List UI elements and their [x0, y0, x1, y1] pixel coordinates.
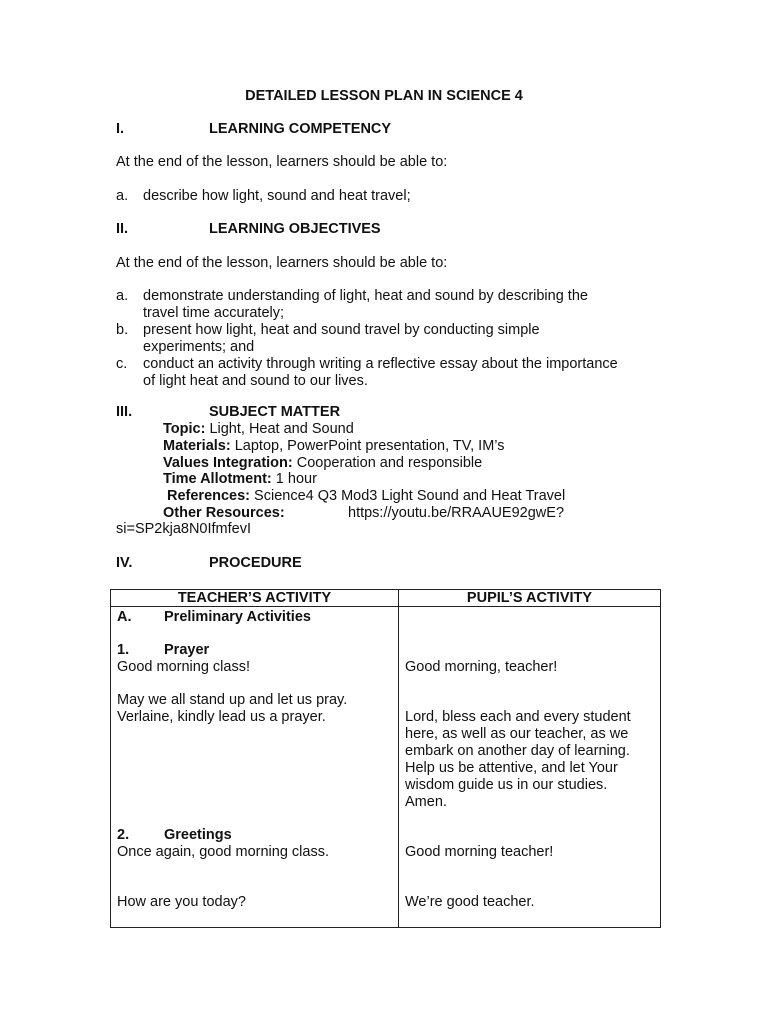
greetings-number: 2. [117, 827, 130, 843]
pupil-prayer-line: embark on another day of learning. [405, 743, 630, 759]
competency-text: describe how light, sound and heat travel; [143, 188, 411, 204]
materials-value: Laptop, PowerPoint presentation, TV, IM’s [234, 438, 505, 454]
preliminary-heading: Preliminary Activities [164, 609, 311, 625]
teacher-line: Good morning class! [117, 659, 250, 675]
teacher-line: Verlaine, kindly lead us a prayer. [117, 709, 326, 725]
table-row [111, 607, 661, 928]
section-1-heading: LEARNING COMPETENCY [209, 121, 392, 137]
time-line [163, 471, 317, 488]
pupil-activity-header: PUPIL’S ACTIVITY [399, 590, 661, 607]
greetings-heading: Greetings [164, 827, 232, 843]
teacher-line: May we all stand up and let us pray. [117, 692, 348, 708]
objective-text-line: demonstrate understanding of light, heat and sound by describing the [143, 288, 588, 304]
table-header-row [111, 590, 661, 607]
topic-value: Light, Heat and Sound [209, 421, 354, 437]
time-value: 1 hour [275, 471, 317, 487]
objective-text-line: experiments; and [143, 339, 255, 355]
references-label: References: [167, 488, 251, 504]
section-1-number: I. [116, 121, 125, 137]
objective-text-line: travel time accurately; [143, 305, 285, 321]
procedure-table [110, 589, 661, 928]
section-2-number: II. [116, 221, 129, 237]
section-4-heading: PROCEDURE [209, 555, 302, 571]
references-line [167, 488, 565, 505]
teacher-activity-cell [111, 607, 399, 928]
pupil-prayer-line: Amen. [405, 794, 447, 810]
competency-intro: At the end of the lesson, learners should be able to: [116, 154, 448, 170]
section-2-heading: LEARNING OBJECTIVES [209, 221, 381, 237]
objective-text-line: conduct an activity through writing a reflective essay about the importance [143, 356, 618, 372]
time-label: Time Allotment: [163, 471, 272, 487]
preliminary-letter: A. [117, 609, 132, 625]
objective-letter: c. [116, 356, 128, 372]
section-4-number: IV. [116, 555, 133, 571]
objective-text-line: present how light, heat and sound travel by conducting simple [143, 322, 540, 338]
objective-letter: a. [116, 288, 129, 304]
references-value: Science4 Q3 Mod3 Light Sound and Heat Travel [254, 488, 566, 504]
page-title: DETAILED LESSON PLAN IN SCIENCE 4 [245, 88, 523, 104]
teacher-line: Once again, good morning class. [117, 844, 329, 860]
materials-label: Materials: [163, 438, 231, 454]
teacher-activity-header: TEACHER’S ACTIVITY [111, 590, 399, 607]
teacher-line: How are you today? [117, 894, 246, 910]
topic-label: Topic: [163, 421, 206, 437]
values-value: Cooperation and responsible [296, 455, 483, 471]
values-label: Values Integration: [163, 455, 293, 471]
other-resources-label: Other Resources: [163, 505, 285, 521]
topic-line [163, 421, 354, 438]
competency-letter: a. [116, 188, 129, 204]
prayer-heading: Prayer [164, 642, 210, 658]
pupil-line: We’re good teacher. [405, 894, 535, 910]
other-resources-link-continued[interactable]: si=SP2kja8N0IfmfevI [116, 521, 251, 537]
values-line [163, 455, 482, 472]
pupil-prayer-line: wisdom guide us in our studies. [405, 777, 608, 793]
objectives-intro: At the end of the lesson, learners should be able to: [116, 255, 448, 271]
other-resources-link[interactable]: https://youtu.be/RRAAUE92gwE? [348, 505, 565, 521]
pupil-line: Good morning teacher! [405, 844, 554, 860]
pupil-prayer-line: Lord, bless each and every student [405, 709, 631, 725]
section-3-heading: SUBJECT MATTER [209, 404, 341, 420]
pupil-prayer-line: Help us be attentive, and let Your [405, 760, 618, 776]
pupil-line: Good morning, teacher! [405, 659, 558, 675]
materials-line [163, 438, 505, 455]
pupil-prayer-line: here, as well as our teacher, as we [405, 726, 629, 742]
objective-text-line: of light heat and sound to our lives. [143, 373, 368, 389]
pupil-activity-cell [399, 607, 661, 928]
prayer-number: 1. [117, 642, 130, 658]
section-3-number: III. [116, 404, 133, 420]
objective-letter: b. [116, 322, 129, 338]
